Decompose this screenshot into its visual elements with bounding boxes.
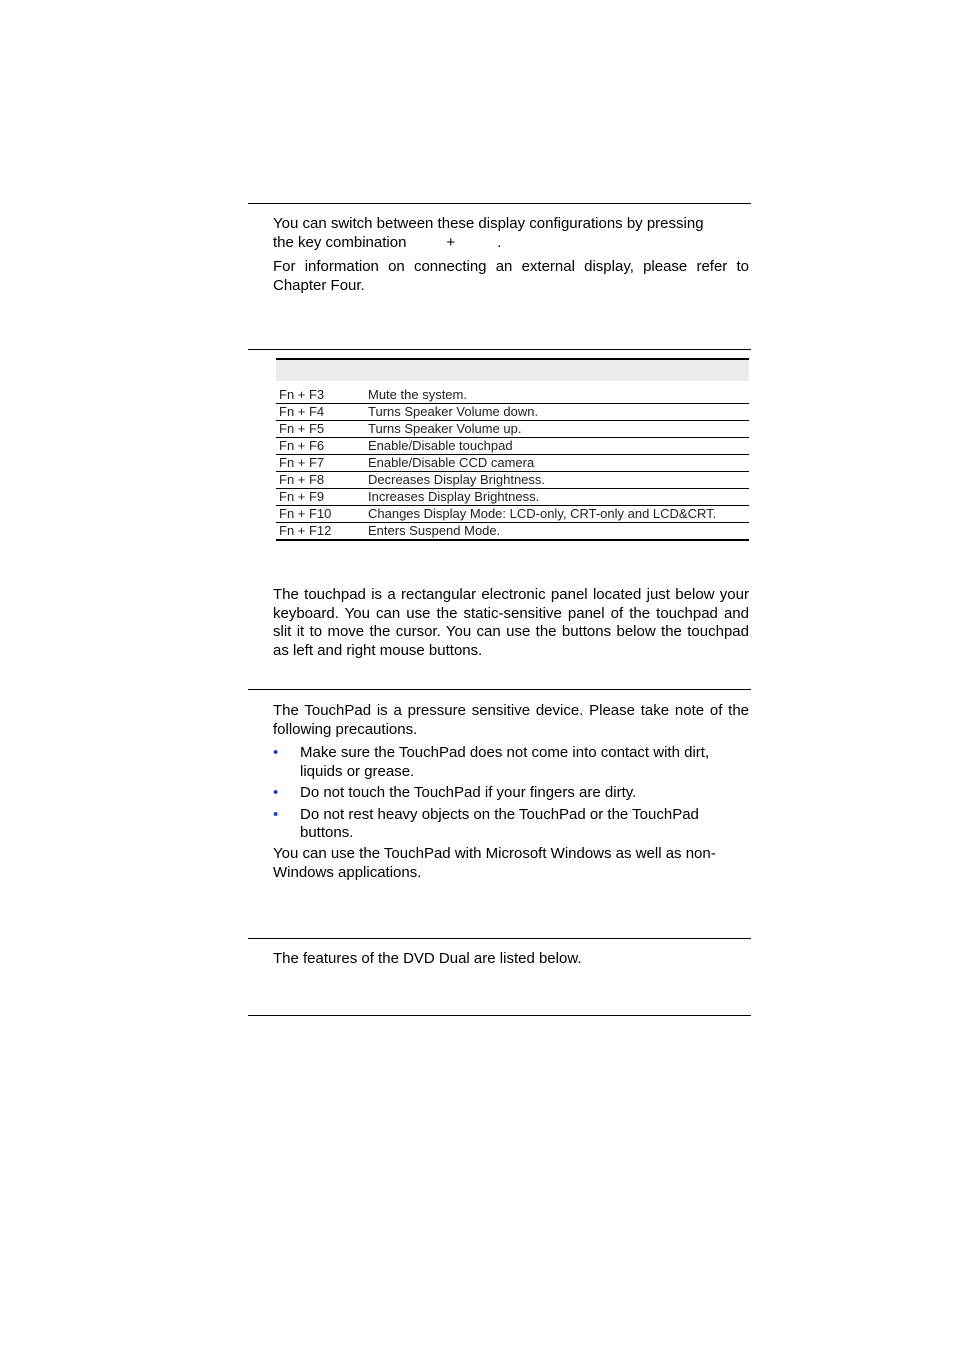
table-row [276,404,749,421]
fn-description-cell: Turns Speaker Volume down. [365,404,749,421]
fn-key-cell: Fn + F12 [276,523,365,541]
list-item: • Make sure the TouchPad does not come into contact with dirt, liquids or grease. [273,744,710,780]
external-display-paragraph: For information on connecting an external display, please refer to Chapter Four. [273,258,749,294]
fn-key-cell: Fn + F8 [276,472,365,489]
table-row [276,438,749,455]
fn-keys-table [276,358,749,541]
top-rule [248,203,751,204]
bullet-icon: • [273,744,279,761]
fn-key-cell: Fn + F4 [276,404,365,421]
bottom-rule [248,1015,751,1016]
table-row [276,523,749,541]
bullet-icon: • [273,784,279,801]
fn-description-cell: Turns Speaker Volume up. [365,421,749,438]
fn-key-cell: Fn + F9 [276,489,365,506]
fn-key-cell: Fn + F6 [276,438,365,455]
fn-description-cell: Decreases Display Brightness. [365,472,749,489]
bullet-icon: • [273,805,279,823]
fn-table-header [276,359,749,381]
fn-description-cell: Enable/Disable touchpad [365,438,749,455]
fn-key-cell: Fn + F7 [276,455,365,472]
touchpad-precautions-paragraph: The TouchPad is a pressure sensitive device. Please take note of the following precautions. [273,702,749,738]
display-config-paragraph: You can switch between these display configurations by pressing the key combination + . [273,215,704,251]
fn-description-cell: Increases Display Brightness. [365,489,749,506]
table-row [276,455,749,472]
fn-keys-section-rule [248,349,751,350]
list-item: • Do not touch the TouchPad if your fingers are dirty. [273,784,637,801]
fn-description-cell: Enters Suspend Mode. [365,523,749,541]
touchpad-windows-paragraph: You can use the TouchPad with Microsoft Windows as well as non-Windows applications. [273,845,716,881]
touchpad-section-rule [248,689,751,690]
fn-description-cell: Changes Display Mode: LCD-only, CRT-only and LCD&CRT. [365,506,749,523]
fn-description-cell: Mute the system. [368,387,467,402]
fn-key-cell: Fn + F10 [276,506,365,523]
dvd-section-rule [248,938,751,939]
precautions-list [273,744,749,846]
fn-description-cell: Enable/Disable CCD camera [365,455,749,472]
touchpad-description-paragraph: The touchpad is a rectangular electronic panel located just below your keyboard. You can use the static-sensitive panel of the touchpad and slit it to move the cursor. You can use the buttons below the touchpad as left and right mouse buttons. [273,586,749,659]
list-item: • Do not rest heavy objects on the TouchPad or the TouchPad buttons. [273,805,699,841]
table-row [276,472,749,489]
fn-key-cell: Fn + F5 [276,421,365,438]
dvd-features-paragraph: The features of the DVD Dual are listed below. [273,950,582,967]
fn-key-cell: Fn + F3 [279,387,325,402]
table-row [276,506,749,523]
table-row [276,387,749,404]
table-row [276,421,749,438]
table-row [276,489,749,506]
